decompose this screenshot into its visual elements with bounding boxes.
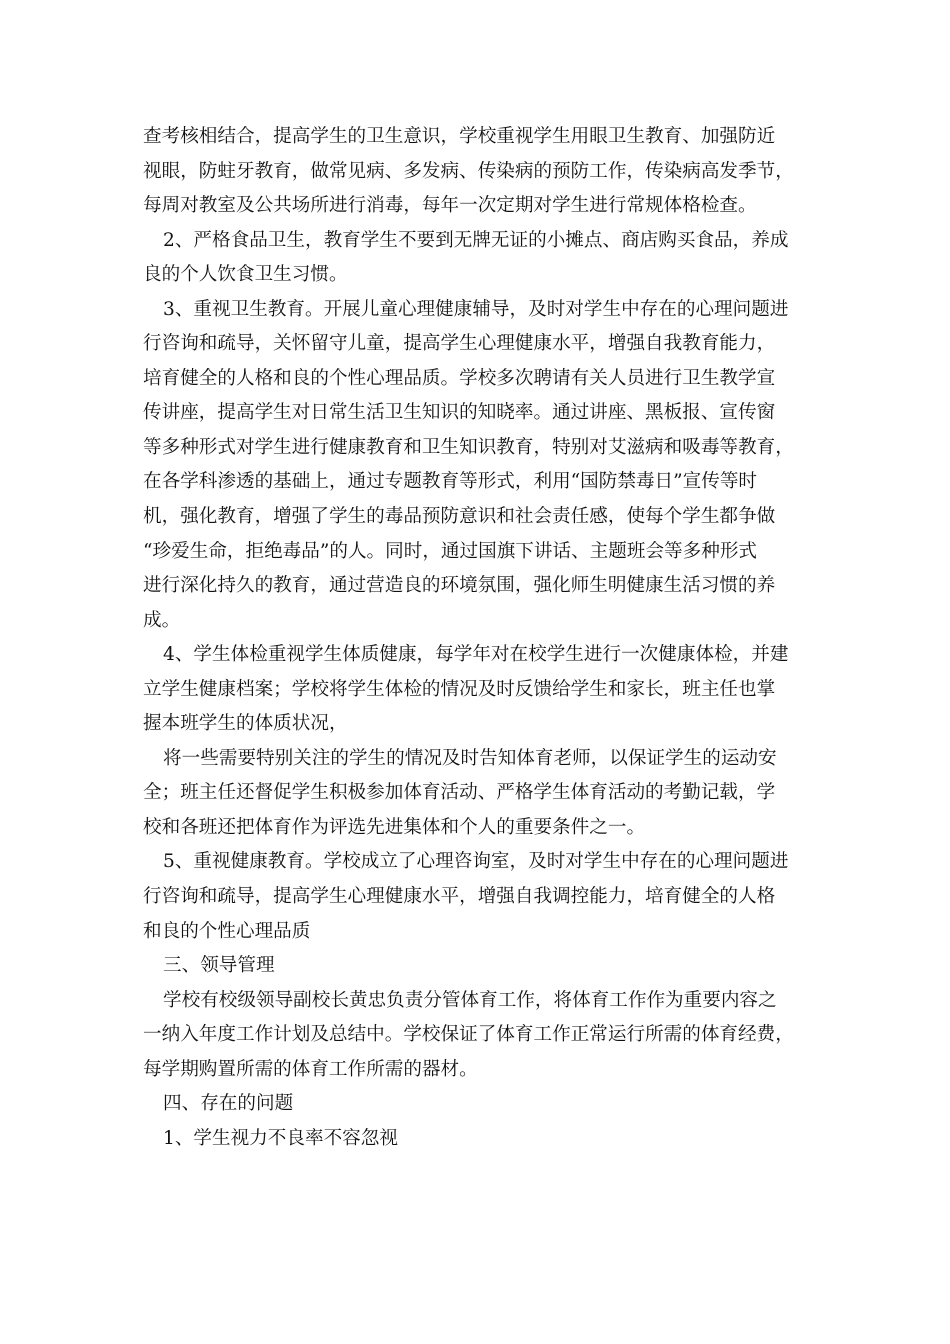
text-line-13: “珍爱生命，拒绝毒品”的人。同时，通过国旗下讲话、主题班会等多种形式 (143, 540, 758, 562)
text-line-23: 行咨询和疏导，提高学生心理健康水平，增强自我调控能力，培育健全的人格 (143, 886, 776, 908)
text-line-15: 成。 (143, 609, 181, 631)
document-body (143, 120, 807, 1156)
text-line-4: 2、严格食品卫生，教育学生不要到无牌无证的小摊点、商店购买食品，养成 (163, 229, 789, 251)
text-line-7: 行咨询和疏导，关怀留守儿童，提高学生心理健康水平，增强自我教育能力， (143, 333, 776, 355)
text-line-6: 3、重视卫生教育。开展儿童心理健康辅导，及时对学生中存在的心理问题进 (163, 298, 789, 320)
text-line-24: 和良的个性心理品质 (143, 920, 311, 942)
text-line-27: 一纳入年度工作计划及总结中。学校保证了体育工作正常运行所需的体育经费， (143, 1024, 794, 1046)
text-line-30: 1、学生视力不良率不容忽视 (163, 1127, 398, 1149)
text-line-1: 查考核相结合，提高学生的卫生意识，学校重视学生用眼卫生教育、加强防近 (143, 126, 776, 147)
text-line-11: 在各学科渗透的基础上，通过专题教育等形式，利用“国防禁毒日”宣传等时 (143, 471, 758, 493)
text-line-16: 4、学生体检重视学生体质健康，每学年对在校学生进行一次健康体检，并建 (163, 644, 789, 666)
text-line-21: 校和各班还把体育作为评选先进集体和个人的重要条件之一。 (143, 816, 646, 838)
text-line-3: 每周对教室及公共场所进行消毒，每年一次定期对学生进行常规体格检查。 (143, 195, 757, 217)
text-line-5: 良的个人饮食卫生习惯。 (143, 264, 348, 286)
text-line-8: 培育健全的人格和良的个性心理品质。学校多次聘请有关人员进行卫生教学宣 (143, 367, 776, 389)
section-heading-leadership: 三、领导管理 (163, 955, 275, 977)
section-heading-problems: 四、存在的问题 (163, 1093, 294, 1115)
text-line-2: 视眼，防蛀牙教育，做常见病、多发病、传染病的预防工作，传染病高发季节， (143, 160, 794, 182)
text-line-19: 将一些需要特别关注的学生的情况及时告知体育老师，以保证学生的运动安 (163, 747, 777, 769)
text-line-18: 握本班学生的体质状况， (143, 713, 348, 735)
text-line-9: 传讲座，提高学生对日常生活卫生知识的知晓率。通过讲座、黑板报、宣传窗 (143, 402, 776, 424)
text-line-17: 立学生健康档案；学校将学生体检的情况及时反馈给学生和家长，班主任也掌 (143, 678, 776, 700)
text-line-22: 5、重视健康教育。学校成立了心理咨询室，及时对学生中存在的心理问题进 (163, 851, 789, 873)
text-line-12: 机，强化教育，增强了学生的毒品预防意识和社会责任感，使每个学生都争做 (143, 506, 776, 528)
text-line-28: 每学期购置所需的体育工作所需的器材。 (143, 1058, 478, 1080)
text-line-10: 等多种形式对学生进行健康教育和卫生知识教育，特别对艾滋病和吸毒等教育， (143, 436, 794, 458)
text-line-26: 学校有校级领导副校长黄忠负责分管体育工作，将体育工作作为重要内容之 (163, 989, 777, 1011)
text-line-20: 全；班主任还督促学生积极参加体育活动、严格学生体育活动的考勤记载，学 (143, 782, 776, 804)
text-line-14: 进行深化持久的教育，通过营造良的环境氛围，强化师生明健康生活习惯的养 (143, 575, 776, 597)
